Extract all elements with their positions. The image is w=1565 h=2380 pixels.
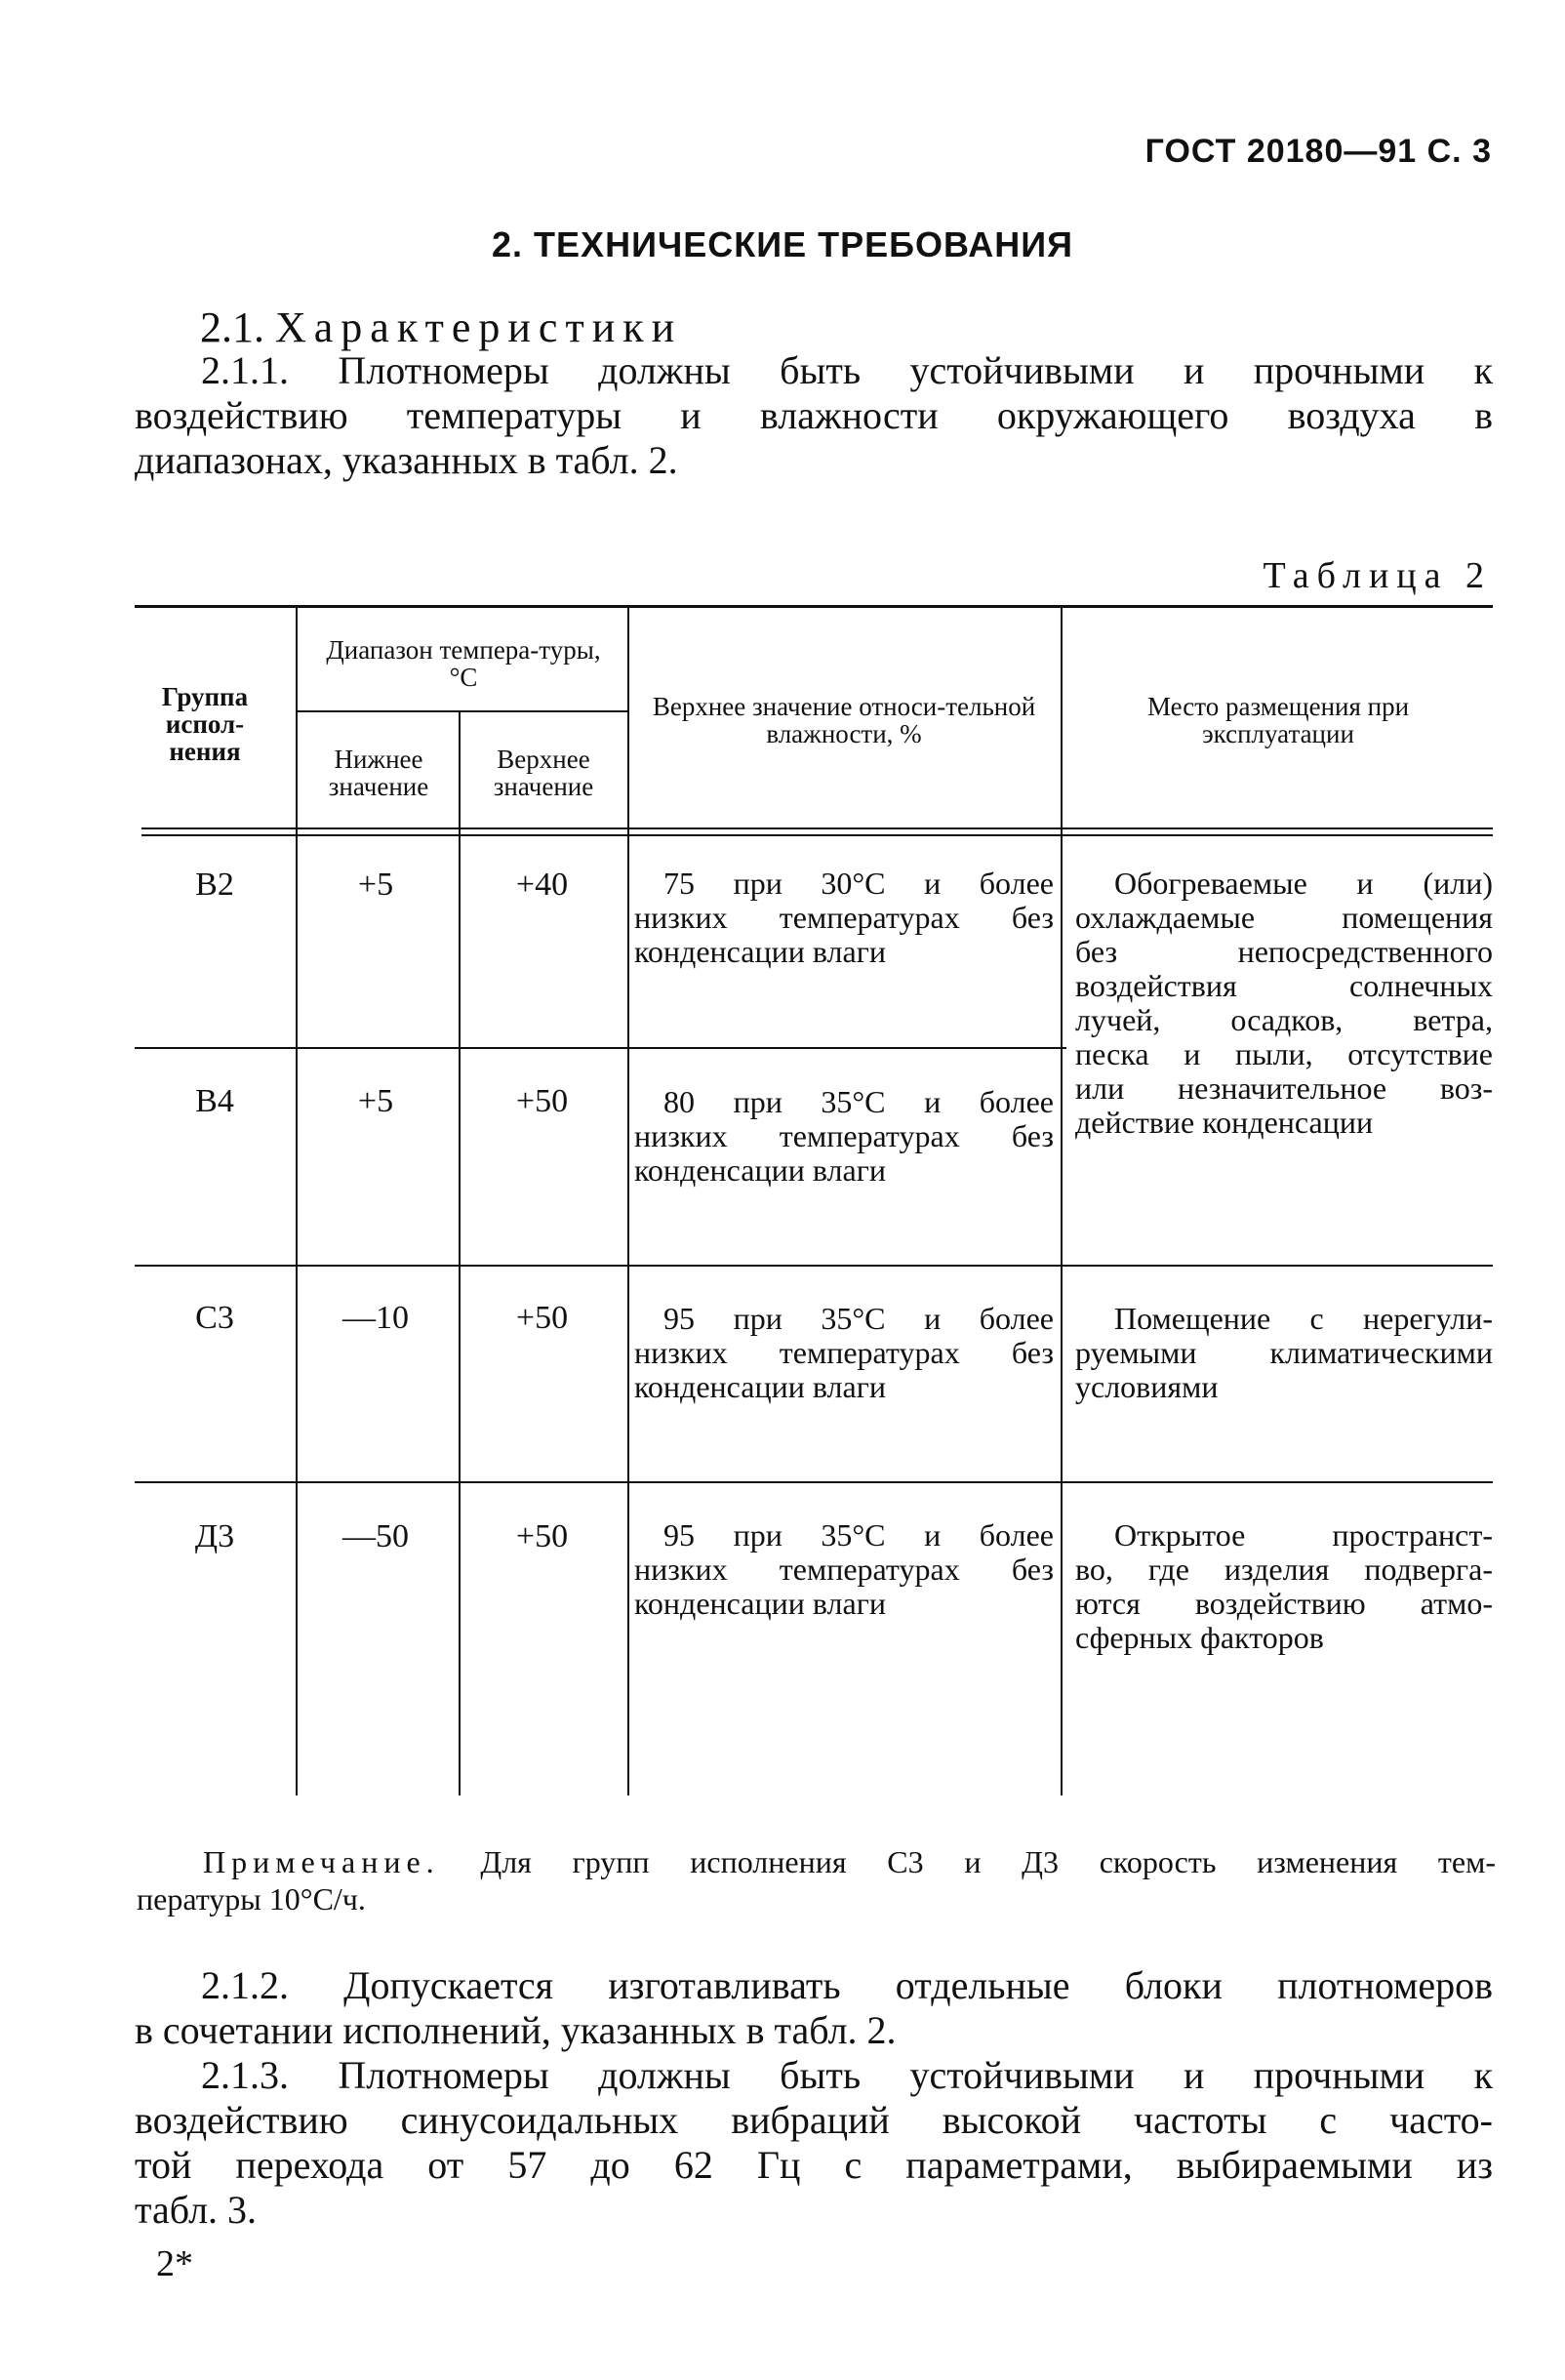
place-line: воздействия солнечных <box>1075 968 1493 1003</box>
header-sub-rule <box>296 710 627 712</box>
place-line: Помещение с нерегули- <box>1114 1301 1493 1336</box>
cond-line: конденсации влаги <box>634 1152 886 1188</box>
placement-c3 <box>1075 1302 1493 1404</box>
place-line: без непосредственного <box>1075 934 1493 969</box>
row-d3-humidity <box>634 1518 1054 1621</box>
row-rule <box>135 1047 1066 1049</box>
col-divider <box>296 607 298 1795</box>
paragraph-line: той перехода от 57 до 62 Гц с параметрами, выбираемыми из <box>135 2143 1493 2187</box>
place-line: ются воздействию атмо- <box>1075 1586 1493 1621</box>
cond-line: 95 при 35°С и более <box>663 1301 1054 1336</box>
place-line: руемыми климатическими <box>1075 1335 1493 1370</box>
paragraph-2-1-1 <box>135 348 1493 483</box>
cond-line: конденсации влаги <box>634 934 886 969</box>
placement-d3 <box>1075 1518 1493 1655</box>
row-d3-lower: —50 <box>342 1518 409 1554</box>
cond-line: низких температурах без <box>634 1118 1054 1153</box>
place-line: или незначительное воз- <box>1075 1070 1493 1106</box>
row-c3-upper: +50 <box>515 1300 569 1336</box>
row-b4-group: В4 <box>195 1083 234 1119</box>
row-rule <box>135 1481 1493 1483</box>
note-text-continued: пературы 10°С/ч. <box>137 1881 366 1916</box>
header-bottom-rule <box>141 834 1493 836</box>
row-b4-upper: +50 <box>515 1083 569 1119</box>
place-line: Открытое пространст- <box>1114 1517 1493 1553</box>
place-line: Обогреваемые и (или) <box>1114 866 1493 901</box>
subsection-title: Характеристики <box>275 303 683 351</box>
col-divider <box>1061 607 1063 1795</box>
place-line: действие конденсации <box>1075 1105 1374 1140</box>
page-mark: 2* <box>156 2243 193 2284</box>
note-text: Для групп исполнения С3 и Д3 скорость изменения тем- <box>480 1844 1497 1879</box>
cond-line: низких температурах без <box>634 1552 1054 1587</box>
table-top-rule <box>135 605 1493 608</box>
paragraph-2-1-2 <box>135 1963 1493 2053</box>
paragraph-line: табл. 3. <box>135 2188 258 2232</box>
col-divider <box>459 712 461 834</box>
col-divider <box>627 607 629 1795</box>
place-line: охлаждаемые помещения <box>1075 900 1493 935</box>
row-c3-humidity <box>634 1302 1054 1404</box>
paragraph-line: воздействию синусоидальных вибраций высокой частоты с часто- <box>135 2098 1493 2142</box>
cond-line: 75 при 30°С и более <box>663 866 1054 901</box>
row-b4-humidity <box>634 1085 1054 1188</box>
paragraph-line: 2.1.3. Плотномеры должны быть устойчивыми и прочными к <box>201 2053 1493 2097</box>
place-line: лучей, осадков, ветра, <box>1075 1002 1493 1037</box>
place-line: песка и пыли, отсутствие <box>1075 1036 1493 1071</box>
cond-line: конденсации влаги <box>634 1369 886 1404</box>
cond-line: конденсации влаги <box>634 1586 886 1621</box>
row-d3-group: Д3 <box>194 1518 235 1554</box>
row-c3-group: С3 <box>195 1300 234 1336</box>
table-label: Таблица 2 <box>1263 555 1492 596</box>
cond-line: низких температурах без <box>634 900 1054 935</box>
cond-line: низких температурах без <box>634 1335 1054 1370</box>
header-lower: Нижнее значение <box>328 745 429 801</box>
paragraph-2-1-3 <box>135 2053 1493 2233</box>
header-upper: Верхнее значение <box>493 745 594 801</box>
header-humidity: Верхнее значение относи-тельной влажности, % <box>652 692 1036 748</box>
paragraph-line: 2.1.1. Плотномеры должны быть устойчивыми и прочными к <box>201 348 1493 392</box>
row-c3-lower: —10 <box>342 1300 409 1336</box>
row-b4-lower: +5 <box>357 1083 394 1119</box>
running-head: ГОСТ 20180—91 С. 3 <box>1144 133 1492 170</box>
subsection-number: 2.1. <box>200 303 264 351</box>
paragraph-line: воздействию температуры и влажности окружающего воздуха в <box>135 393 1493 437</box>
table-note <box>203 1842 1496 1881</box>
paragraph-line: в сочетании исполнений, указанных в табл. 2. <box>135 2008 897 2052</box>
place-line: сферных факторов <box>1075 1620 1324 1655</box>
header-group: Группа испол-нения <box>161 682 249 766</box>
subsection-heading <box>200 303 682 352</box>
row-d3-upper: +50 <box>515 1518 569 1554</box>
row-b2-lower: +5 <box>357 867 394 903</box>
section-title: 2. ТЕХНИЧЕСКИЕ ТРЕБОВАНИЯ <box>492 224 1073 264</box>
place-line: во, где изделия подверга- <box>1075 1552 1493 1587</box>
row-b2-group: В2 <box>195 867 234 903</box>
header-bottom-rule <box>141 827 1493 829</box>
row-b2-upper: +40 <box>515 867 569 903</box>
paragraph-line: 2.1.2. Допускается изготавливать отдельные блоки плотномеров <box>201 1963 1493 2007</box>
paragraph-line: диапазонах, указанных в табл. 2. <box>135 438 678 482</box>
note-label: Примечание. <box>203 1844 440 1879</box>
header-temp-range: Диапазон темпера-туры, °С <box>326 635 601 692</box>
placement-b2-b4 <box>1075 867 1493 1140</box>
col-divider <box>459 836 461 1795</box>
place-line: условиями <box>1075 1369 1219 1404</box>
cond-line: 80 при 35°С и более <box>663 1084 1054 1119</box>
row-rule <box>135 1265 1493 1267</box>
cond-line: 95 при 35°С и более <box>663 1517 1054 1553</box>
row-b2-humidity <box>634 867 1054 969</box>
header-placement: Место размещения при эксплуатации <box>1146 692 1410 748</box>
